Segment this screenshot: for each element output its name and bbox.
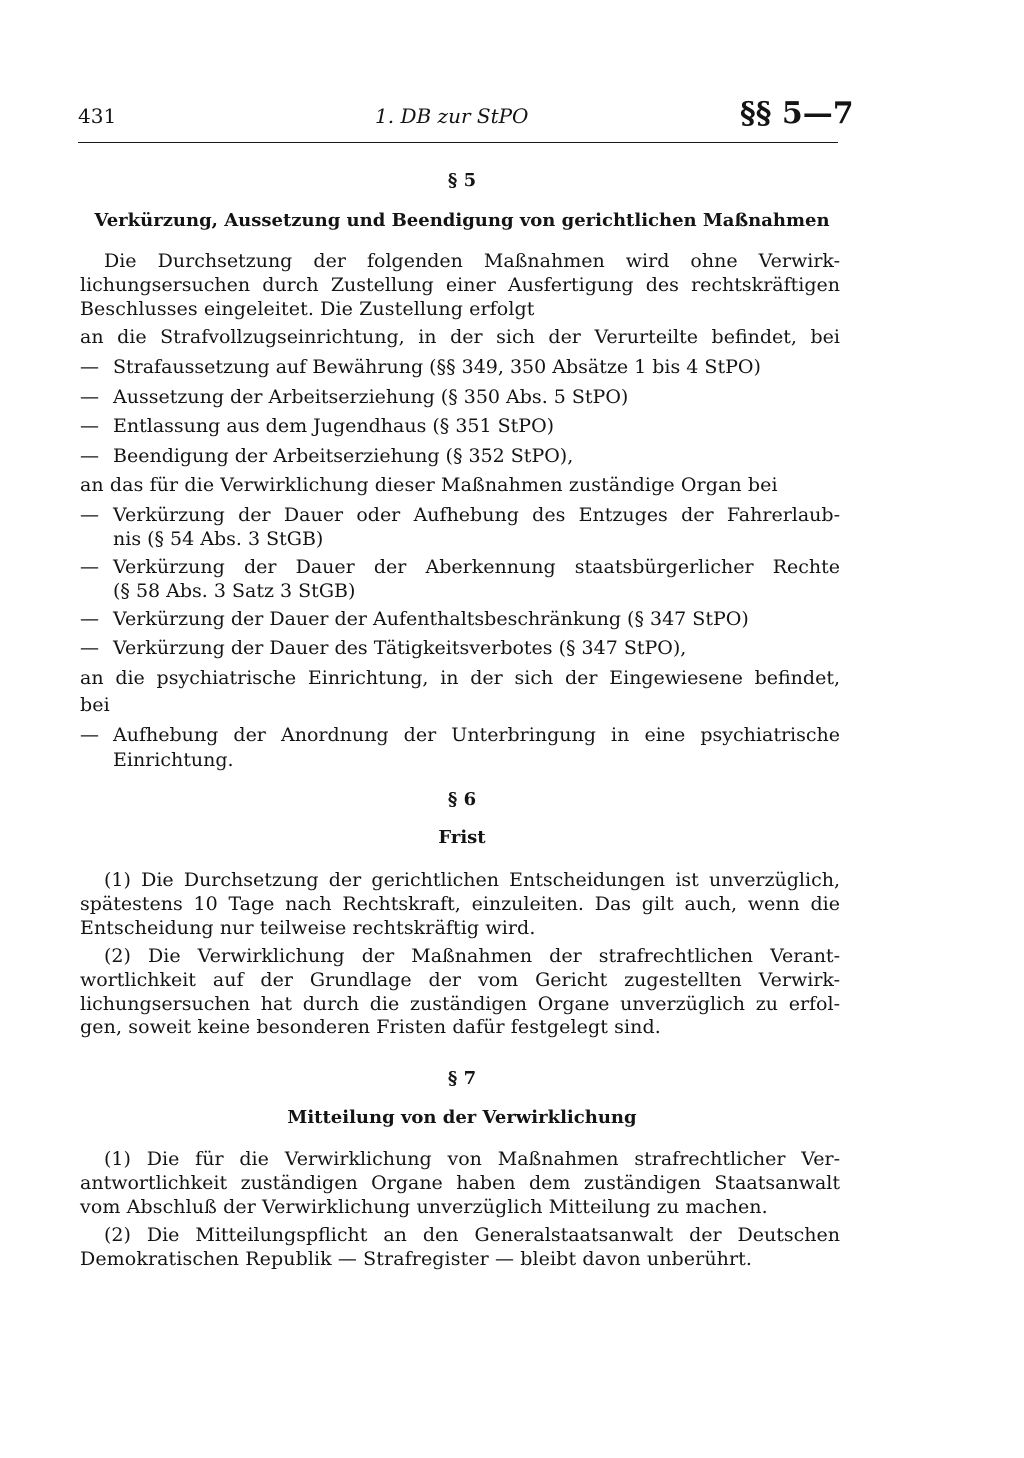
list-dash: —: [80, 637, 99, 659]
running-title: 1. DB zur StPO: [375, 104, 529, 128]
paragraph-line: gen, soweit keine besonderen Fristen dafür festgelegt sind.: [80, 1016, 661, 1038]
list-item: Verkürzung der Dauer der Aufenthaltsbeschränkung (§ 347 StPO): [113, 608, 749, 630]
list-item: Strafaussetzung auf Bewährung (§§ 349, 350 Absätze 1 bis 4 StPO): [113, 356, 761, 378]
list-lead: bei: [80, 694, 110, 716]
list-dash: —: [80, 556, 99, 578]
section-title: Frist: [438, 827, 486, 848]
paragraph-line: (1) Die für die Verwirklichung von Maßnahmen strafrechtlicher Ver-: [104, 1148, 840, 1170]
list-lead: an das für die Verwirklichung dieser Maßnahmen zuständige Organ bei: [80, 474, 778, 496]
section-range: §§ 5—7: [740, 96, 854, 131]
paragraph-line: lichungsersuchen hat durch die zuständigen Organe unverzüglich zu erfol-: [80, 993, 840, 1015]
list-lead: an die Strafvollzugseinrichtung, in der sich der Verurteilte befindet, bei: [80, 326, 840, 348]
paragraph-line: Entscheidung nur teilweise rechtskräftig wird.: [80, 917, 536, 939]
list-item: Entlassung aus dem Jugendhaus (§ 351 StPO): [113, 415, 555, 437]
list-dash: —: [80, 504, 99, 526]
list-lead: an die psychiatrische Einrichtung, in der sich der Eingewiesene befindet,: [80, 667, 840, 689]
paragraph-line: vom Abschluß der Verwirklichung unverzüglich Mitteilung zu machen.: [80, 1196, 768, 1218]
section-number: § 7: [447, 1068, 477, 1089]
section-number: § 6: [447, 789, 477, 810]
paragraph-line: (2) Die Verwirklichung der Maßnahmen der strafrechtlichen Verant-: [104, 945, 840, 967]
list-dash: —: [80, 445, 99, 467]
list-item: Verkürzung der Dauer des Tätigkeitsverbotes (§ 347 StPO),: [113, 637, 687, 659]
page-number: 431: [78, 104, 117, 128]
page-header: [78, 96, 854, 136]
list-dash: —: [80, 386, 99, 408]
list-item: Aufhebung der Anordnung der Unterbringung in eine psychiatrische: [113, 724, 840, 746]
section-number: § 5: [447, 170, 477, 191]
list-item-continued: Einrichtung.: [113, 749, 234, 771]
section-title: Verkürzung, Aussetzung und Beendigung von gerichtlichen Maßnahmen: [94, 210, 830, 231]
paragraph-line: spätestens 10 Tage nach Rechtskraft, einzuleiten. Das gilt auch, wenn die: [80, 893, 840, 915]
list-item-continued: (§ 58 Abs. 3 Satz 3 StGB): [113, 580, 356, 602]
list-item: Beendigung der Arbeitserziehung (§ 352 StPO),: [113, 445, 574, 467]
list-dash: —: [80, 608, 99, 630]
header-rule: [78, 142, 838, 143]
paragraph-line: Beschlusses eingeleitet. Die Zustellung erfolgt: [80, 298, 535, 320]
paragraph-line: lichungsersuchen durch Zustellung einer Ausfertigung des rechtskräftigen: [80, 274, 840, 296]
section-title: Mitteilung von der Verwirklichung: [287, 1107, 637, 1128]
list-dash: —: [80, 724, 99, 746]
paragraph-line: Die Durchsetzung der folgenden Maßnahmen wird ohne Verwirk-: [104, 250, 840, 272]
list-item: Aussetzung der Arbeitserziehung (§ 350 Abs. 5 StPO): [113, 386, 629, 408]
paragraph-line: (1) Die Durchsetzung der gerichtlichen Entscheidungen ist unverzüglich,: [104, 869, 840, 891]
paragraph-line: (2) Die Mitteilungspflicht an den Generalstaatsanwalt der Deutschen: [104, 1224, 840, 1246]
paragraph-line: Demokratischen Republik — Strafregister — bleibt davon unberührt.: [80, 1248, 753, 1270]
paragraph-line: antwortlichkeit zuständigen Organe haben dem zuständigen Staatsanwalt: [80, 1172, 840, 1194]
list-item: Verkürzung der Dauer oder Aufhebung des Entzuges der Fahrerlaub-: [113, 504, 840, 526]
list-dash: —: [80, 415, 99, 437]
list-item-continued: nis (§ 54 Abs. 3 StGB): [113, 528, 324, 550]
list-item: Verkürzung der Dauer der Aberkennung staatsbürgerlicher Rechte: [113, 556, 840, 578]
paragraph-line: wortlichkeit auf der Grundlage der vom Gericht zugestellten Verwirk-: [80, 969, 840, 991]
list-dash: —: [80, 356, 99, 378]
